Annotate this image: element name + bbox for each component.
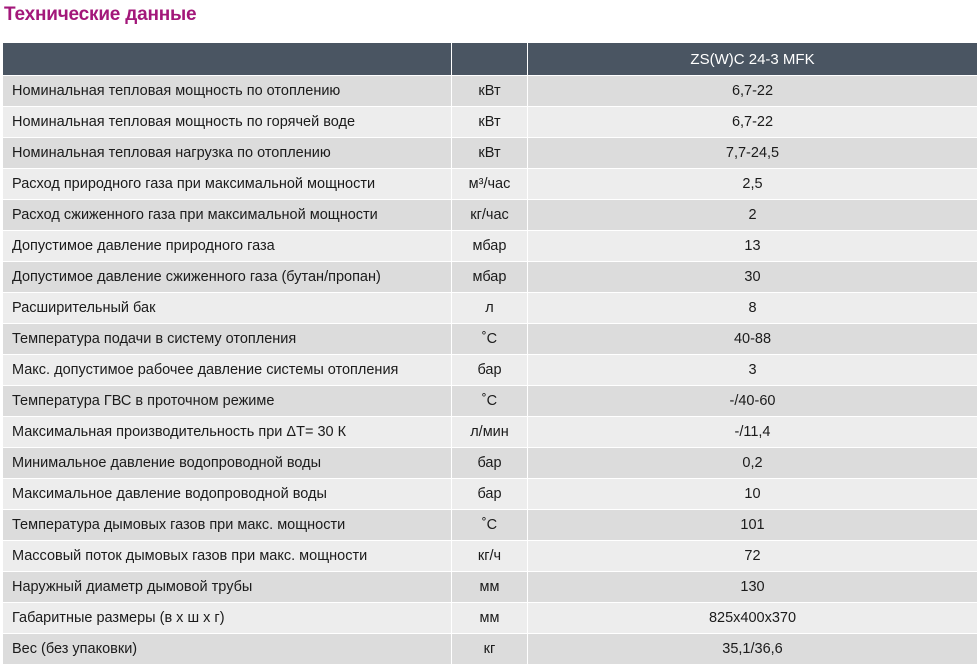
row-unit: мм: [452, 571, 528, 602]
row-parameter: Максимальное давление водопроводной воды: [3, 478, 452, 509]
row-value: 30: [528, 261, 977, 292]
row-value: 3: [528, 354, 977, 385]
header-unit: [452, 43, 528, 75]
row-parameter: Наружный диаметр дымовой трубы: [3, 571, 452, 602]
table-row: [3, 447, 977, 478]
table-row: [3, 137, 977, 168]
row-parameter: Массовый поток дымовых газов при макс. мощности: [3, 540, 452, 571]
row-parameter: Допустимое давление сжиженного газа (бутан/пропан): [3, 261, 452, 292]
table-row: [3, 416, 977, 447]
table-row: [3, 106, 977, 137]
row-value: 72: [528, 540, 977, 571]
row-parameter: Допустимое давление природного газа: [3, 230, 452, 261]
row-unit: л: [452, 292, 528, 323]
row-parameter: Минимальное давление водопроводной воды: [3, 447, 452, 478]
row-unit: мбар: [452, 261, 528, 292]
row-unit: кг: [452, 633, 528, 664]
row-unit: л/мин: [452, 416, 528, 447]
row-unit: м³/час: [452, 168, 528, 199]
row-unit: ˚С: [452, 385, 528, 416]
table-header: [3, 43, 977, 75]
table-row: [3, 540, 977, 571]
table-row: [3, 292, 977, 323]
row-unit: кг/час: [452, 199, 528, 230]
table-body: [3, 75, 977, 664]
table-row: [3, 261, 977, 292]
row-value: 6,7-22: [528, 75, 977, 106]
table-row: [3, 385, 977, 416]
row-value: 101: [528, 509, 977, 540]
row-value: 130: [528, 571, 977, 602]
row-value: 2,5: [528, 168, 977, 199]
row-value: 10: [528, 478, 977, 509]
row-unit: бар: [452, 447, 528, 478]
row-parameter: Вес (без упаковки): [3, 633, 452, 664]
table-row: [3, 230, 977, 261]
row-parameter: Расширительный бак: [3, 292, 452, 323]
row-parameter: Номинальная тепловая мощность по горячей воде: [3, 106, 452, 137]
row-parameter: Номинальная тепловая нагрузка по отоплению: [3, 137, 452, 168]
header-parameter: [3, 43, 452, 75]
row-unit: кг/ч: [452, 540, 528, 571]
header-model: ZS(W)C 24-3 MFK: [528, 43, 977, 75]
page-title: Технические данные: [4, 4, 197, 25]
table-row: [3, 509, 977, 540]
table-row: [3, 168, 977, 199]
row-unit: кВт: [452, 137, 528, 168]
row-unit: ˚С: [452, 509, 528, 540]
row-parameter: Макс. допустимое рабочее давление системы отопления: [3, 354, 452, 385]
table-row: [3, 571, 977, 602]
row-parameter: Габаритные размеры (в х ш х г): [3, 602, 452, 633]
row-unit: мбар: [452, 230, 528, 261]
row-parameter: Расход природного газа при максимальной мощности: [3, 168, 452, 199]
row-unit: кВт: [452, 106, 528, 137]
row-unit: ˚С: [452, 323, 528, 354]
row-value: -/11,4: [528, 416, 977, 447]
specifications-table: [3, 43, 977, 664]
table-row: [3, 354, 977, 385]
table-row: [3, 75, 977, 106]
header-row: [3, 43, 977, 75]
row-value: 2: [528, 199, 977, 230]
row-value: 8: [528, 292, 977, 323]
row-unit: бар: [452, 354, 528, 385]
row-unit: бар: [452, 478, 528, 509]
row-value: 40-88: [528, 323, 977, 354]
row-parameter: Расход сжиженного газа при максимальной мощности: [3, 199, 452, 230]
row-unit: кВт: [452, 75, 528, 106]
table-row: [3, 199, 977, 230]
row-value: 35,1/36,6: [528, 633, 977, 664]
row-value: 825x400x370: [528, 602, 977, 633]
table-row: [3, 323, 977, 354]
row-value: -/40-60: [528, 385, 977, 416]
row-parameter: Максимальная производительность при ΔT= 30 К: [3, 416, 452, 447]
table-row: [3, 633, 977, 664]
row-value: 7,7-24,5: [528, 137, 977, 168]
row-parameter: Температура дымовых газов при макс. мощности: [3, 509, 452, 540]
row-value: 0,2: [528, 447, 977, 478]
row-parameter: Температура подачи в систему отопления: [3, 323, 452, 354]
row-parameter: Температура ГВС в проточном режиме: [3, 385, 452, 416]
row-parameter: Номинальная тепловая мощность по отоплению: [3, 75, 452, 106]
table-row: [3, 602, 977, 633]
row-value: 6,7-22: [528, 106, 977, 137]
row-value: 13: [528, 230, 977, 261]
row-unit: мм: [452, 602, 528, 633]
table-row: [3, 478, 977, 509]
